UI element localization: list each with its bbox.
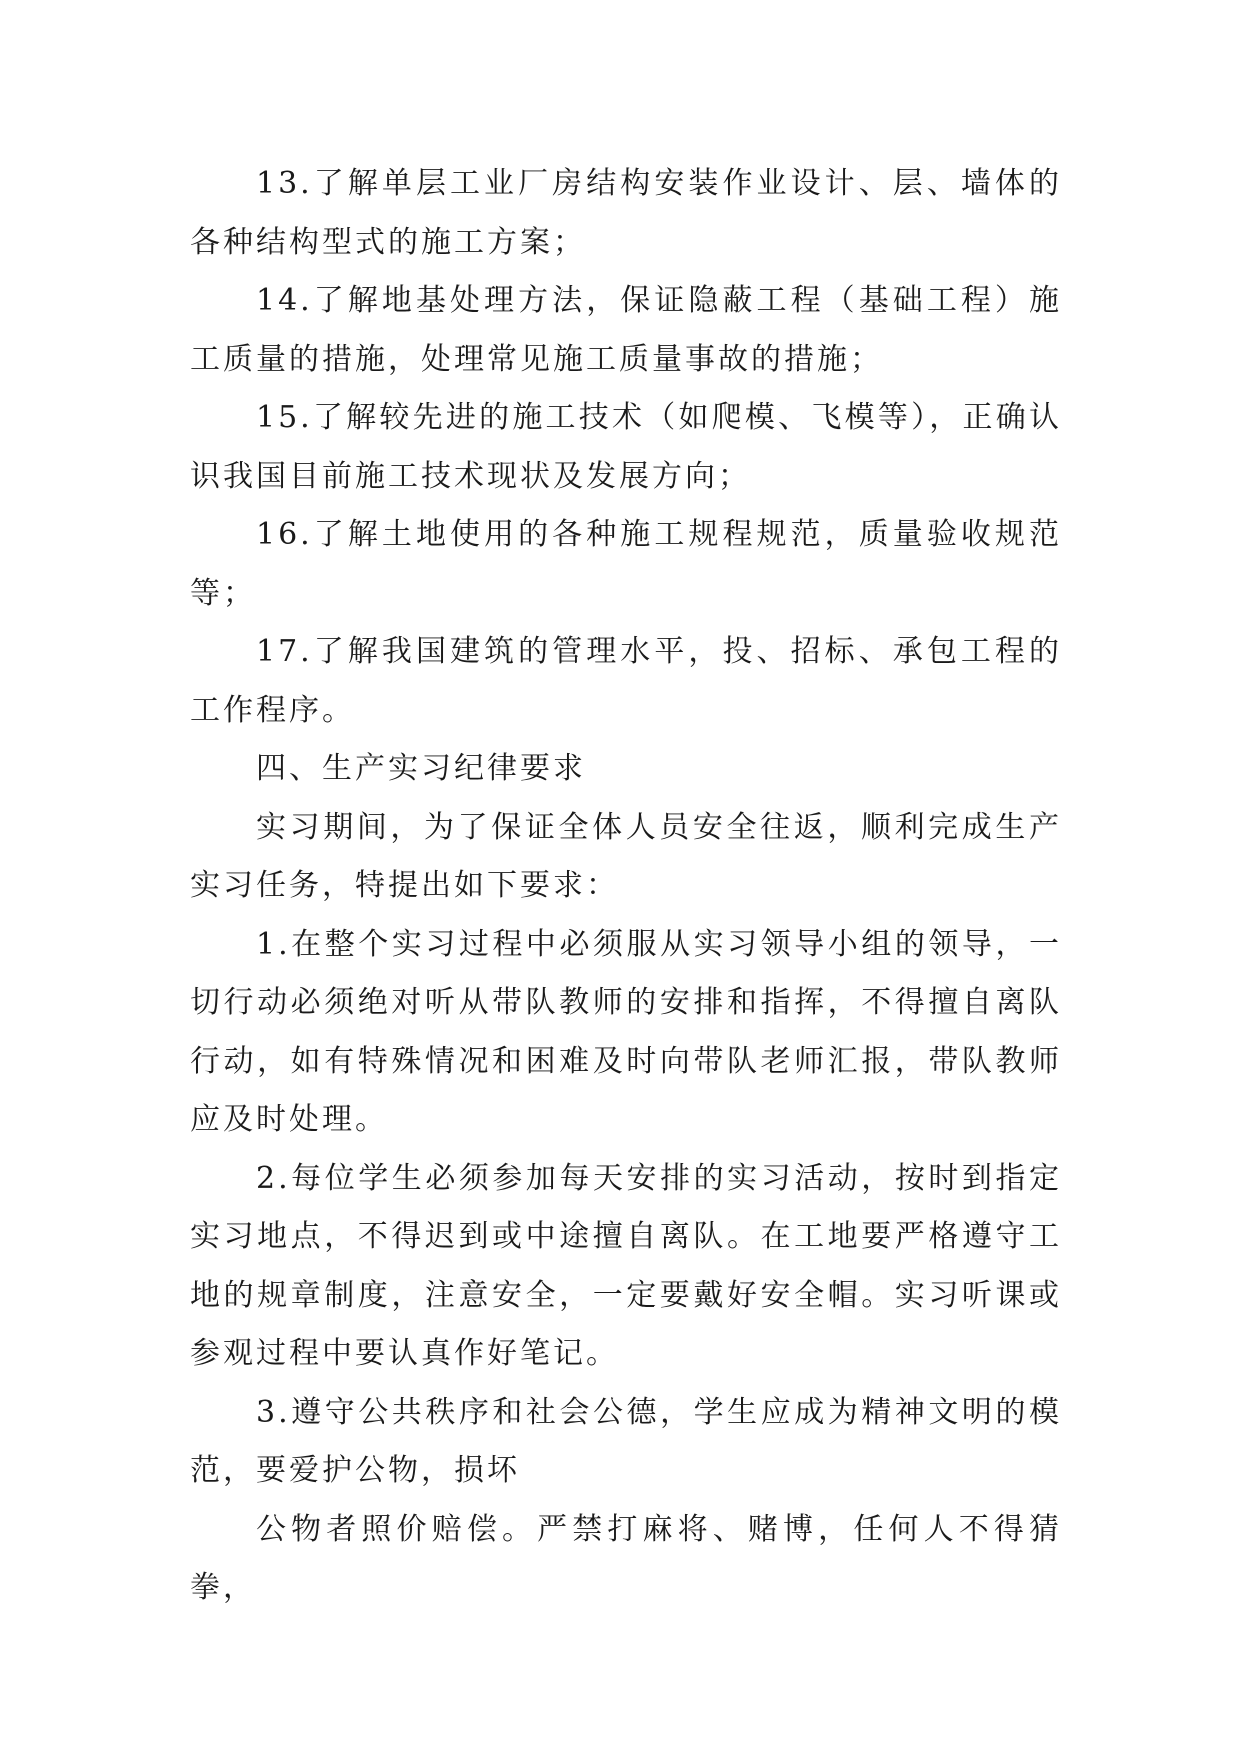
paragraph-item-13: 13.了解单层工业厂房结构安装作业设计、层、墙体的各种结构型式的施工方案； — [190, 166, 1062, 260]
paragraph-item-17: 17.了解我国建筑的管理水平，投、招标、承包工程的工作程序。 — [190, 634, 1062, 728]
paragraph-item-16: 16.了解土地使用的各种施工规程规范，质量验收规范等； — [190, 517, 1062, 611]
rule-item-3-continuation: 公物者照价赔偿。严禁打麻将、赌博，任何人不得猜拳， — [190, 1511, 1062, 1605]
paragraph-item-14: 14.了解地基处理方法，保证隐蔽工程（基础工程）施工质量的措施，处理常见施工质量事故的措施； — [190, 283, 1062, 377]
section-heading: 四、生产实习纪律要求 — [256, 751, 586, 786]
rule-item-2: 2.每位学生必须参加每天安排的实习活动，按时到指定实习地点，不得迟到或中途擅自离队。在工地要严格遵守工地的规章制度，注意安全，一定要戴好安全帽。实习听课或参观过程中要认真作好笔记。 — [190, 1160, 1062, 1371]
rule-item-3: 3.遵守公共秩序和社会公德，学生应成为精神文明的模范，要爱护公物，损坏 — [190, 1394, 1062, 1488]
rule-item-1: 1.在整个实习过程中必须服从实习领导小组的领导，一切行动必须绝对听从带队教师的安排和指挥，不得擅自离队行动，如有特殊情况和困难及时向带队老师汇报，带队教师应及时处理。 — [190, 926, 1062, 1137]
document-body — [190, 155, 1062, 1618]
paragraph-item-15: 15.了解较先进的施工技术（如爬模、飞模等），正确认识我国目前施工技术现状及发展方向； — [190, 400, 1062, 494]
intro-paragraph: 实习期间，为了保证全体人员安全往返，顺利完成生产实习任务，特提出如下要求： — [190, 809, 1062, 903]
